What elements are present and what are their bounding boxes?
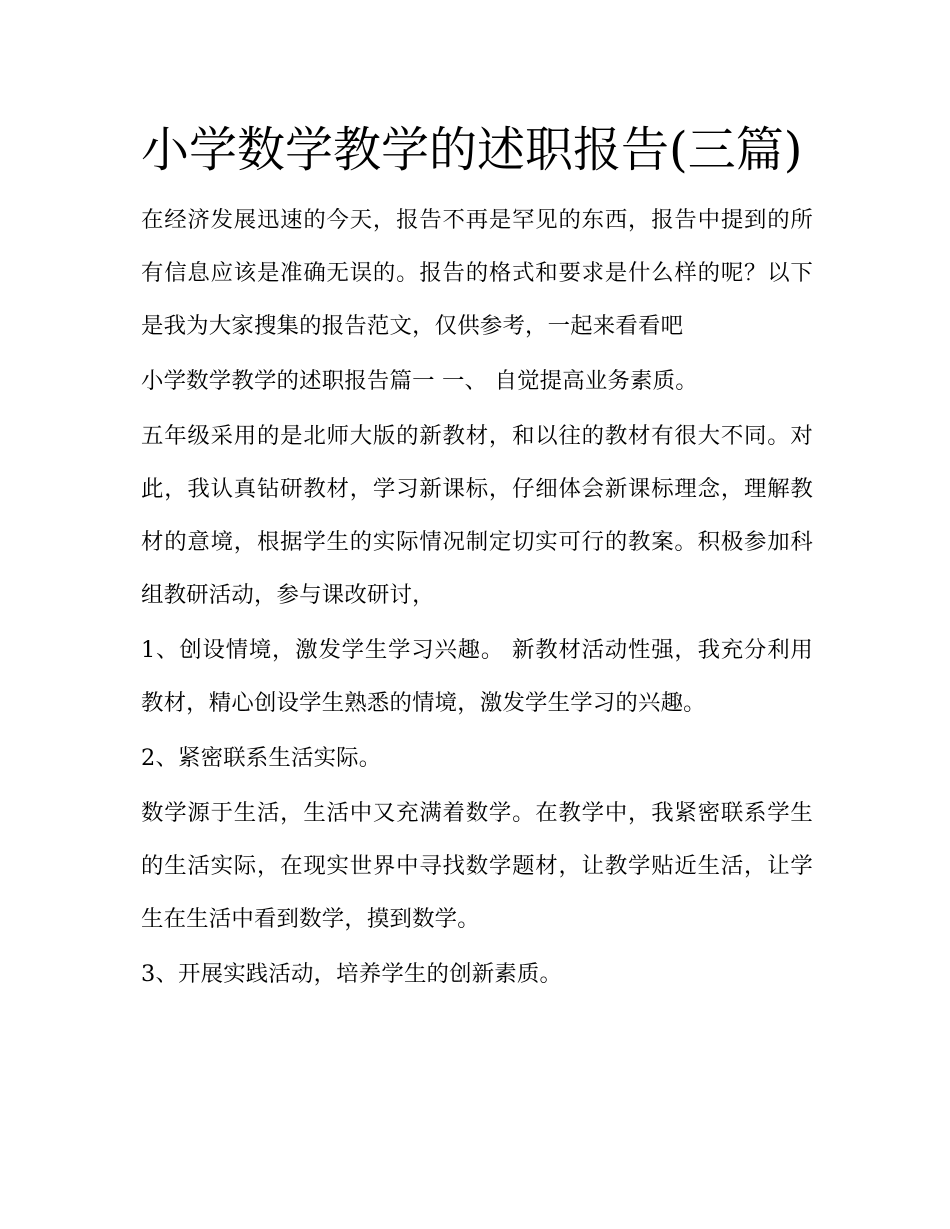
paragraph-intro: 在经济发展迅速的今天，报告不再是罕见的东西，报告中提到的所有信息应该是准确无误的。报告的格式和要求是什么样的呢？以下是我为大家搜集的报告范文，仅供参考，一起来看看吧 xyxy=(141,207,813,339)
paragraph-point-1: 1、创设情境，激发学生学习兴趣。 新教材活动性强，我充分利用教材，精心创设学生熟悉的情境，激发学生学习的兴趣。 xyxy=(141,637,813,716)
document-body xyxy=(141,112,813,1003)
paragraph-section-one-heading: 小学数学教学的述职报告篇一 一、 自觉提高业务素质。 xyxy=(141,368,698,394)
paragraph-point-3: 3、开展实践活动，培养学生的创新素质。 xyxy=(141,961,563,987)
paragraph-life-math: 数学源于生活，生活中又充满着数学。在教学中，我紧密联系学生的生活实际，在现实世界中寻找数学题材，让教学贴近生活，让学生在生活中看到数学，摸到数学。 xyxy=(141,800,813,932)
page-title: 小学数学教学的述职报告(三篇) xyxy=(141,122,803,178)
paragraph-textbook: 五年级采用的是北师大版的新教材，和以往的教材有很大不同。对此，我认真钻研教材，学习新课标，仔细体会新课标理念，理解教材的意境，根据学生的实际情况制定切实可行的教案。积极参加科组教研活动，参与课改研讨， xyxy=(141,423,813,608)
paragraph-point-2: 2、紧密联系生活实际。 xyxy=(141,745,382,771)
